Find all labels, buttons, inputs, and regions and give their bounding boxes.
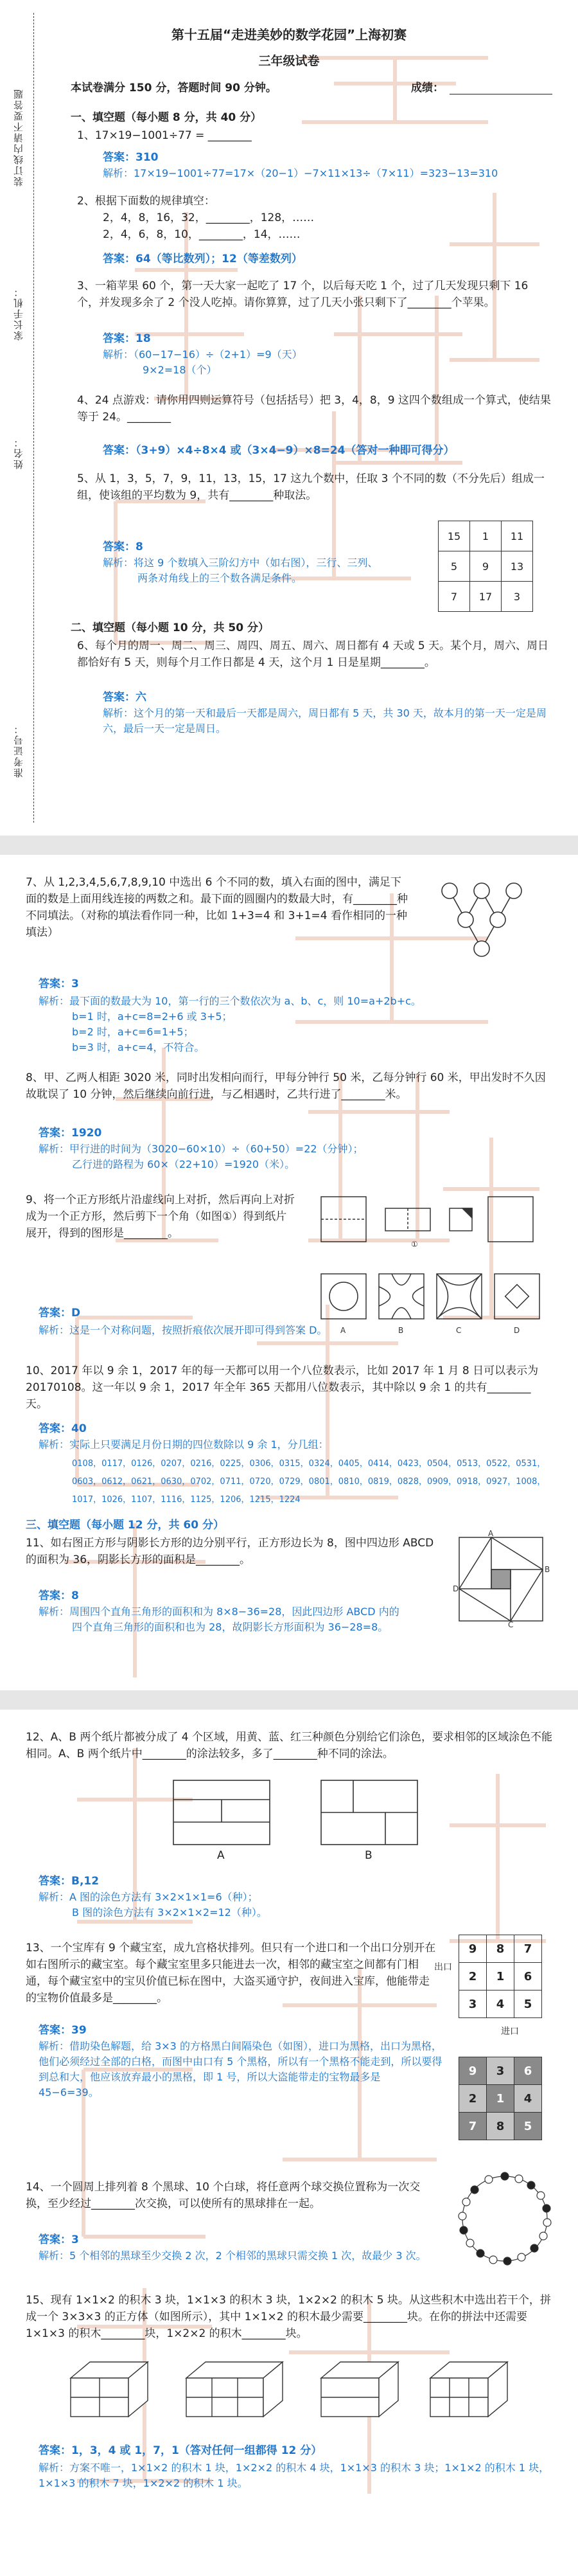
q15-explanation: 解析：方案不唯一，1×1×2 的积木 1 块，1×2×2 的积木 4 块，1×1×3 的积木 3 块；1×1×2 的积木 1 块，1×1×3 的积木 7 块，1×2×2 的积木 1 块。 (39, 2462, 550, 2489)
q13-answer: 答案：39 (39, 2024, 87, 2037)
q4-answer: 答案：（3+9）×4÷8×4 或（3×4−9）×8=24（答对一种即可得分） (103, 444, 455, 457)
q8-explanation-2: 乙行进的路程为 60×（22+10）=1920（米）。 (72, 1158, 295, 1170)
q14-ball-circle (453, 2167, 556, 2270)
grid-cell: 15 (439, 521, 470, 551)
section-2-heading: 二、填空题（每小题 10 分，共 50 分） (71, 622, 269, 634)
q7-answer: 答案：3 (39, 978, 79, 990)
binding-line-note: 装订线内请不要答题 (13, 88, 24, 186)
grid-cell: 8 (487, 1935, 514, 1963)
q1-answer: 答案：310 (103, 151, 159, 164)
svg-text:D: D (514, 1326, 520, 1335)
q2-sequence-1: 2，4，8，16，32，________，128，…… (103, 211, 315, 224)
q5-answer: 答案：8 (103, 541, 143, 553)
q5-magic-square (438, 521, 533, 612)
grid-cell: 5 (514, 2113, 542, 2140)
q14-explanation: 解析：5 个相邻的黑球至少交换 2 次，2 个相邻的黑球只需交换 1 次，故最少 3 次。 (39, 2250, 426, 2262)
q12-answer: 答案：B,12 (39, 1875, 100, 1888)
q7-explanation-2: b=1 时，a+c=8=2+6 或 3+5； (72, 1010, 232, 1023)
grid-cell: 7 (439, 582, 470, 612)
q15-answer: 答案：1，3，4 或 1，7，1（答对任何一组都得 12 分） (39, 2444, 322, 2457)
question-2: 2、根据下面数的规律填空： (77, 195, 215, 208)
grid-cell: 8 (487, 2113, 514, 2140)
question-10: 10、2017 年以 9 余 1，2017 年的每一天都可以用一个八位数表示，比如 2017 年 1 月 8 日可以表示为 20170108。这一年以 9 余 1，2017 年全年 365 天都用八位数表示，其中除以 9 余 1 的共有________天。 (26, 1364, 539, 1411)
question-6: 6、每个月的周一、周二、周三、周四、周五、周六、周日都有 4 天或 5 天。某个月，周六、周日都恰好有 5 天，则每个月工作日都是 4 天，这个月 1 日是星期________。 (77, 640, 549, 669)
svg-text:B: B (545, 1565, 550, 1574)
question-7: 7、从 1,2,3,4,5,6,7,8,9,10 中选出 6 个不同的数，填入右面的图中，满足下面的数是上面用线连接的两数之和。最下面的圆圈内的数最大时，有________种不同填法。（对称的填法看作同一种，比如 1+3=4 和 3+1=4 看作相同的一种填法） (26, 876, 408, 939)
grid-cell: 17 (470, 582, 502, 612)
q3-explanation-2: 9×2=18（个） (143, 364, 217, 376)
q13-treasure-grid (459, 1935, 542, 2018)
grid-cell: 3 (487, 2057, 514, 2085)
q3-answer: 答案：18 (103, 332, 151, 345)
question-14: 14、一个圆周上排列着 8 个黑球、10 个白球，将任意两个球交换位置称为一次交换，至少经过________次交换，可以使所有的黑球排在一起。 (26, 2181, 421, 2210)
exam-page-1 (0, 0, 578, 836)
q11-square-figure (453, 1531, 549, 1627)
q13-explanation: 解析：借助染色解题，给 3×3 的方格黑白间隔染色（如图），进口为黑格，出口为黑格，他们必须经过全部的白格，而图中由口有 5 个黑格，所以有一个黑格不能走到，所以要得到总和大，他应该放弃最小的黑格，即 1 号，所以大盗能带走的宝物最多是 45−6=39。 (39, 2040, 442, 2098)
grid-cell: 1 (470, 521, 502, 551)
svg-text:C: C (508, 1620, 514, 1629)
q7-circle-tree-figure (430, 878, 533, 962)
question-4: 4、24 点游戏：请你用四则运算符号（包括括号）把 3，4，8，9 这四个数组成一个算式，使结果等于 24。________ (77, 394, 551, 424)
q10-explanation: 解析：实际上只要满足月份日期的四位数除以 9 余 1，分几组： (39, 1438, 329, 1451)
section-1-heading: 一、填空题（每小题 8 分，共 40 分） (71, 111, 262, 124)
grid-cell: 1 (487, 1963, 514, 1990)
grid-cell: 1 (487, 2085, 514, 2113)
q5-explanation-2: 两条对角线上的三个数各满足条件。 (137, 572, 302, 584)
q12-explanation-1: 解析：A 图的涂色方法有 3×2×1×1=6（种）； (39, 1891, 258, 1903)
question-8: 8、甲、乙两人相距 3020 米，同时出发相向而行，甲每分钟行 50 米，乙每分钟行 60 米，甲出发时不久因故耽误了 10 分钟，然后继续向前行进，与乙相遇时，乙共行进了________米。 (26, 1071, 546, 1101)
q2-sequence-2: 2，4，6，8，10，________，14，…… (103, 228, 301, 241)
q11-explanation-1: 解析：周围四个直角三角形的面积和为 8×8−36=28，因此四边形 ABCD 内的 (39, 1606, 399, 1618)
grid-cell: 2 (459, 1963, 487, 1990)
grid-cell: 4 (487, 1990, 514, 2018)
q12-paper-figures (167, 1774, 437, 1857)
q13-exit-label: 出口 (434, 1962, 452, 1972)
svg-text:B: B (398, 1326, 404, 1335)
q8-answer: 答案：1920 (39, 1127, 102, 1140)
q9-explanation: 解析：这是一个对称问题，按照折痕依次展开即可得到答案 D。 (39, 1324, 328, 1336)
q12-explanation-2: B 图的涂色方法有 3×2×1×2=12（种）。 (72, 1906, 267, 1919)
question-13: 13、一个宝库有 9 个藏宝室，成九宫格状排列。但只有一个进口和一个出口分别开在如右图所示的藏宝室。每个藏宝室里多只能进去一次，相邻的藏宝室之间都有门相通，每个藏宝室中的宝贝价值已标在图中，大盗买通守护，夜间进入宝库，他能带走的宝物价值最多是________。 (26, 1942, 436, 2005)
grid-cell: 9 (470, 551, 502, 582)
exam-note: 本试卷满分 150 分，答题时间 90 分钟。 (71, 82, 277, 94)
q9-folding-figures (315, 1190, 546, 1351)
grid-cell: 5 (439, 551, 470, 582)
q1-explanation: 解析：17×19−1001÷77=17×（20−1）−7×11×13÷（7×11）=323−13=310 (103, 167, 498, 179)
q13-colored-grid (459, 2057, 542, 2140)
question-12: 12、A、B 两个纸片都被分成了 4 个区域，用黄、蓝、红三种颜色分别给它们涂色，要求相邻的区域涂色不能相同。A、B 两个纸片中________的涂法较多，多了________种不同的涂法。 (26, 1731, 552, 1760)
question-5: 5、从 1，3，5，7，9，11，13，15，17 这九个数中，任取 3 个不同的数（不分先后）组成一组，使该组的平均数为 9，共有________种取法。 (77, 472, 545, 502)
exam-title: 第十五届“走进美妙的数学花园”上海初赛 (171, 27, 407, 42)
q6-answer: 答案：六 (103, 691, 146, 704)
q11-answer: 答案：8 (39, 1589, 79, 1602)
svg-text:①: ① (411, 1240, 418, 1249)
question-11: 11、如右图正方形与阴影长方形的边分别平行，正方形边长为 8，图中四边形 ABCD 的面积为 36，阴影长方形的面积是________。 (26, 1537, 434, 1566)
q10-date-list-2: 0603，0612，0621，0630，0702，0711，0720，0729，0801，0810，0819，0828，0909，0918，0927，1008， (72, 1477, 546, 1487)
exam-page-2 (0, 855, 578, 1690)
q10-date-list-3: 1017，1026，1107，1116，1125，1206，1215，1224 (72, 1495, 301, 1505)
grid-cell: 2 (459, 2085, 487, 2113)
grid-cell: 3 (502, 582, 533, 612)
svg-text:A: A (340, 1326, 346, 1335)
grid-cell: 9 (459, 1935, 487, 1963)
q7-explanation-1: 解析：最下面的数最大为 10，第一行的三个数依次为 a、b、c，则 10=a+2b+c。 (39, 995, 421, 1007)
exam-subtitle: 三年级试卷 (258, 54, 320, 68)
q10-date-list-1: 0108，0117，0126，0207，0216，0225，0306，0315，0324，0405，0414，0423，0504，0513，0522，0531， (72, 1459, 546, 1469)
q9-answer: 答案：D (39, 1307, 81, 1319)
q6-explanation: 解析：这个月的第一天和最后一天都是周六，周日都有 5 天，共 30 天，故本月的第一天一定是周六，最后一天一定是周日。 (103, 707, 547, 735)
q14-answer: 答案：3 (39, 2233, 79, 2246)
q11-explanation-2: 四个直角三角形的面积和也为 28，故阴影长方形面积为 36−28=8。 (72, 1621, 389, 1633)
q7-explanation-4: b=3 时，a+c=4，不符合。 (72, 1041, 205, 1053)
student-name-label: 姓名： (13, 436, 24, 469)
section-3-heading: 三、填空题（每小题 12 分，共 60 分） (26, 1519, 224, 1532)
exam-page-3 (0, 1710, 578, 2576)
question-1: 1、17×19−1001÷77 = ________ (77, 129, 252, 142)
q12-label-b: B (365, 1849, 372, 1862)
parent-phone-label: 家长手机： (13, 286, 24, 341)
grid-cell: 9 (459, 2057, 487, 2085)
q12-label-a: A (217, 1849, 225, 1862)
grid-cell: 4 (514, 2085, 542, 2113)
q15-block-figures (64, 2352, 514, 2423)
grid-cell: 6 (514, 1963, 542, 1990)
question-15: 15、现有 1×1×2 的积木 3 块，1×1×3 的积木 3 块，1×2×2 的积木 5 块。从这些积木中选出若干个，拼成一个 3×3×3 的正方体（如图所示），其中 1×1×2 的积木最少需要________块。在你的拼法中还需要 1×1×3 的积木________块，1×2×2 的积木________块。 (26, 2294, 551, 2340)
svg-text:C: C (456, 1326, 462, 1335)
grid-cell: 6 (514, 2057, 542, 2085)
grid-cell: 7 (459, 2113, 487, 2140)
question-9: 9、将一个正方形纸片沿虚线向上对折，然后再向上对折成为一个正方形，然后剪下一个角（如图①）得到纸片展开，得到的图形是________。 (26, 1194, 295, 1240)
ticket-number-label: 准考证号： (13, 723, 24, 778)
page-separator (0, 1690, 578, 1710)
q13-enter-label: 进口 (501, 2026, 519, 2037)
page-separator (0, 836, 578, 855)
binding-dashed-line (33, 13, 34, 823)
q5-explanation-1: 解析：将这 9 个数填入三阶幻方中（如右图），三行、三列、 (103, 557, 378, 569)
svg-text:D: D (453, 1584, 459, 1593)
grid-cell: 5 (514, 1990, 542, 2018)
grid-cell: 13 (502, 551, 533, 582)
grid-cell: 3 (459, 1990, 487, 2018)
q7-explanation-3: b=2 时，a+c=6=1+5； (72, 1026, 194, 1038)
score-label: 成绩： (411, 82, 444, 94)
q10-answer: 答案：40 (39, 1422, 87, 1435)
question-3: 3、一箱苹果 60 个，第一天大家一起吃了 17 个，以后每天吃 1 个，过了几天发现只剩下 16 个，并发现多余了 2 个没人吃掉。请你算算，过了几天小张只剩下了________个苹果。 (77, 280, 529, 309)
grid-cell: 11 (502, 521, 533, 551)
grid-cell: 7 (514, 1935, 542, 1963)
q8-explanation-1: 解析：甲行进的时间为（3020−60×10）÷（60+50）=22（分钟）； (39, 1143, 363, 1155)
q3-explanation-1: 解析：（60−17−16）÷（2+1）=9（天） (103, 348, 302, 361)
svg-text:A: A (488, 1529, 494, 1538)
q2-answer: 答案：64（等比数列）；12（等差数列） (103, 253, 302, 265)
